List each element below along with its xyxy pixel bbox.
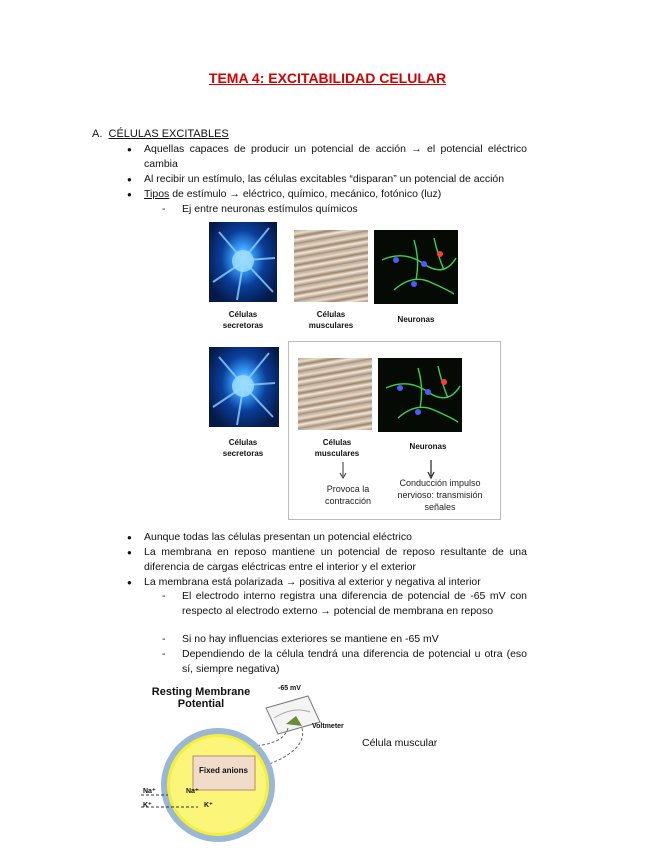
neuron-drawing [374,230,458,304]
na-inside-label: Na⁺ [186,788,199,795]
note-contraction: Provoca la contracción [324,484,372,506]
secretory-cell-drawing [209,347,279,427]
secretory-cell-image [209,222,277,302]
resting-potential-diagram [138,682,393,844]
caption-neurons: Neuronas [409,442,447,451]
muscle-cell-image [294,230,368,302]
section-title: CÉLULAS EXCITABLES [108,128,229,140]
diagram-title-line2: Potential [177,698,225,710]
bullet-item: ● Aquellas capaces de producir un potencial de acción → el potencial eléctrico cambia [144,142,527,172]
caption-muscle: Células musculares [314,438,360,458]
caption-neurons: Neuronas [397,315,435,324]
bullet-item [144,187,527,202]
bullet-item: ● La membrana está polarizada → positiva al exterior y negativa al interior [144,575,527,590]
neuron-image [378,358,462,432]
neuron-image [374,230,458,304]
diagram-title-line1: Resting Membrane [151,686,251,698]
k-outside-label: K⁺ [143,802,152,809]
section-letter: A. [92,128,103,140]
tipos-label: Tipos [144,188,170,200]
bullet-item: ● Al recibir un estímulo, las células excitables “disparan” un potencial de acción [144,172,527,187]
muscle-cell-image [298,358,372,430]
sub-item: - Ej entre neuronas estímulos químicos [182,202,527,217]
voltage-label: -65 mV [278,685,301,692]
caption-secretory: Células secretoras [222,310,264,330]
bullet-item: ● La membrana en reposo mantiene un potencial de reposo resultante de una diferencia de cargas eléctricas entre el interior y el exterior [144,545,527,575]
neuron-drawing [378,358,462,432]
diagram-drawing [138,682,393,844]
caption-muscle: Células musculares [308,310,354,330]
k-inside-label: K⁺ [204,802,213,809]
section-heading [92,128,229,140]
diagram-caption: Célula muscular [362,737,438,749]
fixed-anions-label: Fixed anions [199,766,248,775]
sub-item: - El electrodo interno registra una diferencia de potencial de -65 mV con respecto al electrodo externo → potencial de membrana en reposo [182,589,527,619]
tipos-text: de estímulo → eléctrico, químico, mecánico, fotónico (luz) [169,188,442,200]
caption-secretory: Células secretoras [222,438,264,458]
note-conduction: Conducción impulso nervioso: transmisión señales [397,478,483,512]
sub-item: - Dependiendo de la célula tendrá una diferencia de potencial u otra (eso sí, siempre negativa) [182,647,527,677]
bullet-item: ● Aunque todas las células presentan un potencial eléctrico [144,530,527,545]
sub-item: - Si no hay influencias exteriores se mantiene en -65 mV [182,632,527,647]
page-title: TEMA 4: EXCITABILIDAD CELULAR [208,70,447,86]
secretory-cell-drawing [209,222,277,302]
secretory-cell-image [209,347,279,427]
voltmeter-label: Voltmeter [312,723,344,730]
na-outside-label: Na⁺ [143,788,156,795]
